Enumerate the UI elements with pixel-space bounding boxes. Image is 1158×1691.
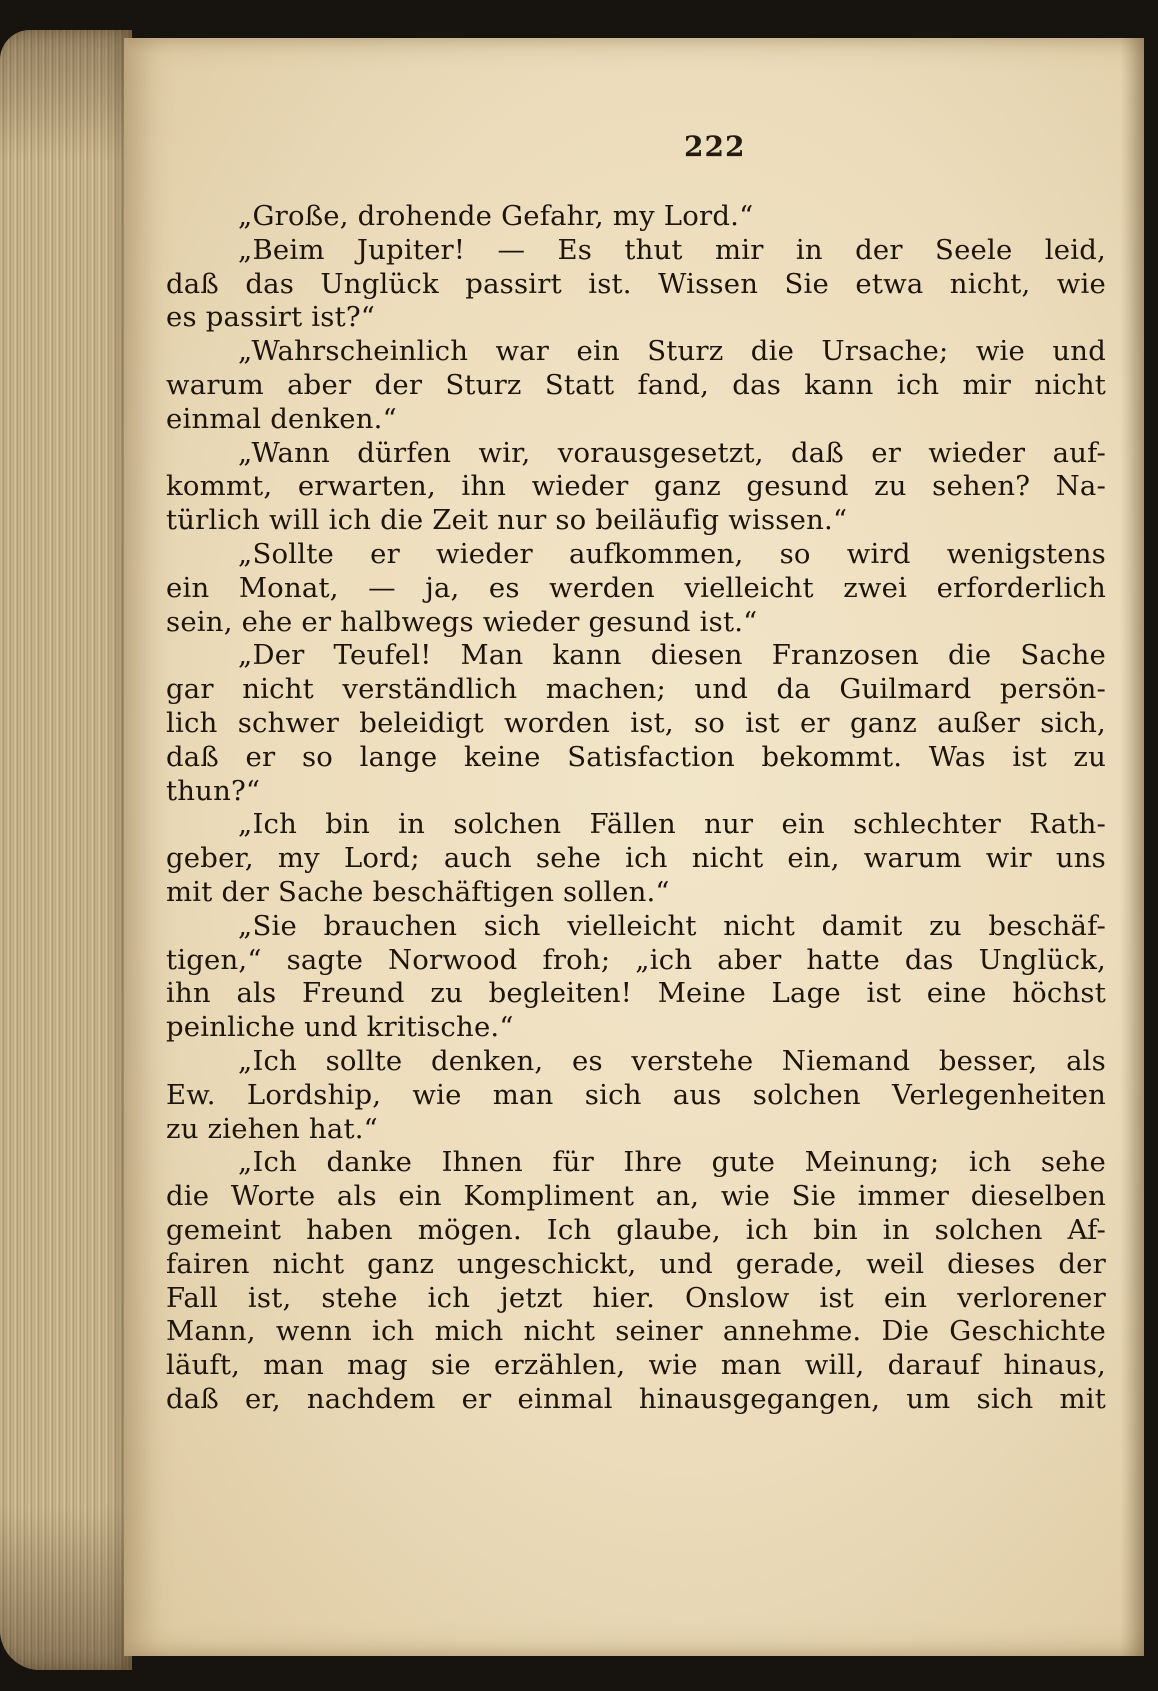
text-line: thun?“ — [166, 774, 261, 807]
text-line: lich schwer beleidigt worden ist, so ist er ganz außer sich, — [166, 706, 1106, 739]
text-line: türlich will ich die Zeit nur so beiläufig wissen.“ — [166, 504, 848, 537]
text-line: einmal denken.“ — [166, 402, 397, 435]
text-line: geber, my Lord; auch sehe ich nicht ein, warum wir uns — [166, 842, 1106, 875]
text-line: „Wann dürfen wir, vorausgesetzt, daß er wieder auf- — [238, 436, 1106, 469]
text-line: ihn als Freund zu begleiten! Meine Lage ist eine höchst — [166, 977, 1106, 1010]
text-line: tigen,“ sagte Norwood froh; „ich aber hatte das Unglück, — [166, 943, 1106, 976]
text-line: warum aber der Sturz Statt fand, das kann ich mir nicht — [166, 368, 1106, 401]
text-line: „Große, drohende Gefahr, my Lord.“ — [238, 200, 754, 232]
text-line: peinliche und kritische.“ — [166, 1011, 514, 1044]
text-line: daß er, nachdem er einmal hinausgegangen, um sich mit — [166, 1382, 1106, 1415]
text-line: Mann, wenn ich mich nicht seiner annehme. Die Geschichte — [166, 1315, 1106, 1348]
text-line: „Wahrscheinlich war ein Sturz die Ursache; wie und — [238, 335, 1106, 368]
text-line: Ew. Lordship, wie man sich aus solchen Verlegenheiten — [166, 1078, 1106, 1111]
text-line: „Sie brauchen sich vielleicht nicht damit zu beschäf- — [238, 909, 1106, 942]
text-line: „Ich bin in solchen Fällen nur ein schlechter Rath- — [238, 808, 1106, 841]
text-line: fairen nicht ganz ungeschickt, und gerade, weil dieses der — [166, 1247, 1106, 1280]
text-line: es passirt ist?“ — [166, 301, 376, 334]
text-line: gar nicht verständlich machen; und da Guilmard persön- — [166, 673, 1106, 706]
text-line: läuft, man mag sie erzählen, wie man will, darauf hinaus, — [166, 1349, 1106, 1382]
text-line: mit der Sache beschäftigen sollen.“ — [166, 875, 670, 908]
text-line: daß er so lange keine Satisfaction bekommt. Was ist zu — [166, 740, 1106, 773]
text-line: „Ich sollte denken, es verstehe Niemand besser, als — [238, 1044, 1106, 1077]
text-line: ein Monat, — ja, es werden vielleicht zwei erforderlich — [166, 571, 1106, 604]
text-line: die Worte als ein Kompliment an, wie Sie immer dieselben — [166, 1180, 1106, 1213]
text-line: Fall ist, stehe ich jetzt hier. Onslow ist ein verlorener — [166, 1281, 1106, 1314]
text-line: gemeint haben mögen. Ich glaube, ich bin in solchen Af- — [166, 1213, 1106, 1246]
text-line: daß das Unglück passirt ist. Wissen Sie etwa nicht, wie — [166, 267, 1106, 300]
text-line: „Ich danke Ihnen für Ihre gute Meinung; ich sehe — [238, 1146, 1106, 1179]
text-line: sein, ehe er halbwegs wieder gesund ist.“ — [166, 605, 758, 638]
text-line: kommt, erwarten, ihn wieder ganz gesund zu sehen? Na- — [166, 470, 1106, 503]
page-edges — [0, 30, 132, 1670]
text-line: „Sollte er wieder aufkommen, so wird wenigstens — [238, 537, 1106, 570]
text-line: zu ziehen hat.“ — [166, 1112, 378, 1145]
text-line: „Der Teufel! Man kann diesen Franzosen die Sache — [238, 639, 1106, 672]
body-text — [166, 200, 1106, 1600]
text-line: „Beim Jupiter! — Es thut mir in der Seele leid, — [238, 233, 1106, 266]
page-number: 222 — [684, 130, 746, 163]
